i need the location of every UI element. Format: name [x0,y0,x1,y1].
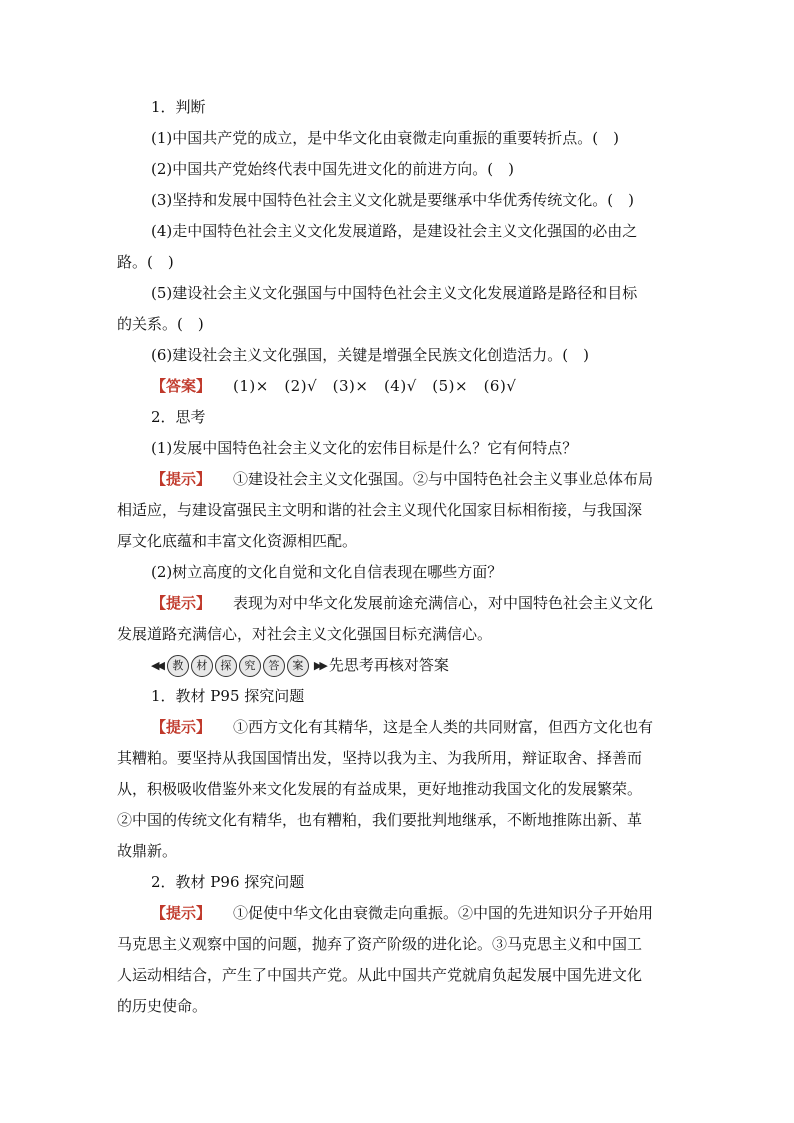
banner-chip-group [166,655,310,677]
hint-text-cont: 其糟粕。要坚持从我国国情出发，坚持以我为主、为我所用，辩证取舍、择善而 [117,749,643,767]
hint-tag: 【提示】 [151,470,212,488]
judge-item-5: (5)建设社会主义文化强国与中国特色社会主义文化发展道路是路径和目标 [151,284,638,302]
left-arrows-icon: ◀◀ [151,659,162,672]
hint-text-cont: 发展道路充满信心，对社会主义文化强国目标充满信心。 [117,625,493,643]
section-heading-p95: 1．教材 P95 探究问题 [151,687,305,705]
section-heading-p96: 2．教材 P96 探究问题 [151,873,305,891]
hint-text: ①西方文化有其精华，这是全人类的共同财富，但西方文化也有 [233,718,654,736]
hint-text-cont: 马克思主义观察中国的问题，抛弃了资产阶级的进化论。③马克思主义和中国工 [117,935,643,953]
hint-text: ①促使中华文化由衰微走向重振。②中国的先进知识分子开始用 [233,904,654,922]
banner-text: 先思考再核对答案 [328,656,449,674]
answer-text: (1)× (2)√ (3)× (4)√ (5)× (6)√ [233,377,517,395]
hint-tag: 【提示】 [151,594,212,612]
think-question-2: (2)树立高度的文化自觉和文化自信表现在哪些方面？ [151,563,503,581]
hint-line-p96 [117,898,677,929]
banner-chip: 材 [191,655,213,677]
judge-item-5-cont: 的关系。( ) [117,315,204,333]
hint-text-cont: 人运动相结合，产生了中国共产党。从此中国共产党就肩负起发展中国先进文化 [117,966,643,984]
hint-text: ①建设社会主义文化强国。②与中国特色社会主义事业总体布局 [233,470,654,488]
hint-tag: 【提示】 [151,718,212,736]
judge-item-2: (2)中国共产党始终代表中国先进文化的前进方向。( ) [151,160,514,178]
right-arrows-icon: ▶▶ [313,659,325,672]
banner-chip: 究 [239,655,261,677]
section-heading-judge: 1．判断 [151,98,206,116]
hint-text-cont: 厚文化底蕴和丰富文化资源相匹配。 [117,532,358,550]
hint-line-1 [117,464,677,495]
document-page [117,92,677,1022]
hint-text-cont: 从，积极吸收借鉴外来文化发展的有益成果，更好地推动我国文化的发展繁荣。 [117,780,643,798]
hint-text-cont: 相适应，与建设富强民主文明和谐的社会主义现代化国家目标相衔接，与我国深 [117,501,643,519]
answer-tag: 【答案】 [151,377,212,395]
section-heading-think: 2．思考 [151,408,206,426]
judge-item-4-cont: 路。( ) [117,253,174,271]
judge-item-4: (4)走中国特色社会主义文化发展道路，是建设社会主义文化强国的必由之 [151,222,638,240]
banner-chip: 答 [263,655,285,677]
hint-text-cont: 故鼎新。 [117,842,178,860]
hint-line-p95 [117,712,677,743]
answer-line [117,371,677,402]
hint-line-2 [117,588,677,619]
hint-tag: 【提示】 [151,904,212,922]
judge-item-1: (1)中国共产党的成立，是中华文化由衰微走向重振的重要转折点。( ) [151,129,619,147]
think-question-1: (1)发展中国特色社会主义文化的宏伟目标是什么？它有何特点？ [151,439,578,457]
textbook-answer-banner [117,650,677,681]
banner-chip: 教 [167,655,189,677]
hint-text: 表现为对中华文化发展前途充满信心，对中国特色社会主义文化 [233,594,654,612]
banner-chip: 案 [287,655,309,677]
hint-text-cont: ②中国的传统文化有精华，也有糟粕，我们要批判地继承，不断地推陈出新、革 [117,811,643,829]
banner-chip: 探 [215,655,237,677]
judge-item-3: (3)坚持和发展中国特色社会主义文化就是要继承中华优秀传统文化。( ) [151,191,634,209]
hint-text-cont: 的历史使命。 [117,997,208,1015]
judge-item-6: (6)建设社会主义文化强国，关键是增强全民族文化创造活力。( ) [151,346,589,364]
